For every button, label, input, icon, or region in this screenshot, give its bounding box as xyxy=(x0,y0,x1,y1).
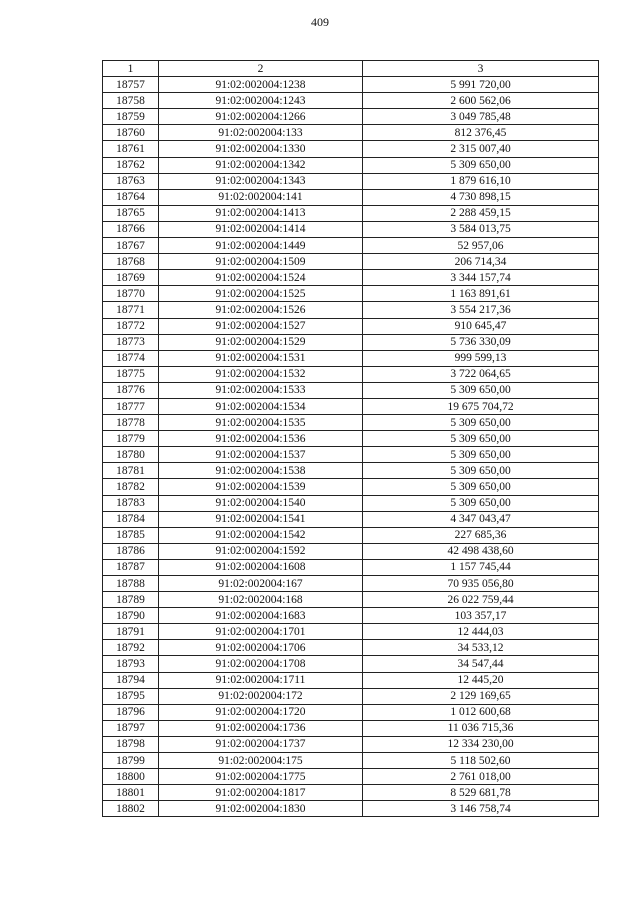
table-row xyxy=(103,141,599,157)
cadastral-number-cell: 91:02:002004:167 xyxy=(159,576,363,592)
cadastral-number-cell: 91:02:002004:1538 xyxy=(159,463,363,479)
row-number-cell: 18795 xyxy=(103,688,159,704)
cadastral-number-cell: 91:02:002004:1542 xyxy=(159,527,363,543)
cadastral-value-cell: 4 347 043,47 xyxy=(363,511,599,527)
row-number-cell: 18792 xyxy=(103,640,159,656)
cadastral-value-table xyxy=(102,60,599,817)
table-row xyxy=(103,736,599,752)
row-number-cell: 18758 xyxy=(103,93,159,109)
cadastral-value-cell: 2 600 562,06 xyxy=(363,93,599,109)
row-number-cell: 18757 xyxy=(103,77,159,93)
cadastral-number-cell: 91:02:002004:133 xyxy=(159,125,363,141)
table-row xyxy=(103,205,599,221)
cadastral-number-cell: 91:02:002004:1449 xyxy=(159,238,363,254)
table-row xyxy=(103,576,599,592)
table-row xyxy=(103,93,599,109)
table-row xyxy=(103,270,599,286)
table-row xyxy=(103,77,599,93)
cadastral-value-cell: 2 315 007,40 xyxy=(363,141,599,157)
table-row xyxy=(103,238,599,254)
table-row xyxy=(103,688,599,704)
row-number-cell: 18787 xyxy=(103,559,159,575)
page-number: 409 xyxy=(311,15,329,29)
cadastral-number-cell: 91:02:002004:1536 xyxy=(159,431,363,447)
cadastral-value-cell: 12 445,20 xyxy=(363,672,599,688)
cadastral-value-cell: 227 685,36 xyxy=(363,527,599,543)
cadastral-number-cell: 91:02:002004:1737 xyxy=(159,736,363,752)
row-number-cell: 18773 xyxy=(103,334,159,350)
cadastral-number-cell: 91:02:002004:141 xyxy=(159,189,363,205)
cadastral-value-cell: 52 957,06 xyxy=(363,238,599,254)
scan-mark xyxy=(310,884,330,886)
cadastral-value-cell: 812 376,45 xyxy=(363,125,599,141)
cadastral-number-cell: 91:02:002004:1701 xyxy=(159,624,363,640)
row-number-cell: 18782 xyxy=(103,479,159,495)
cadastral-number-cell: 91:02:002004:1525 xyxy=(159,286,363,302)
table-row xyxy=(103,720,599,736)
table-row xyxy=(103,125,599,141)
table-row xyxy=(103,318,599,334)
cadastral-value-cell: 910 645,47 xyxy=(363,318,599,334)
table-row xyxy=(103,109,599,125)
row-number-cell: 18759 xyxy=(103,109,159,125)
row-number-cell: 18791 xyxy=(103,624,159,640)
table-row xyxy=(103,366,599,382)
cadastral-number-cell: 91:02:002004:1342 xyxy=(159,157,363,173)
table-row xyxy=(103,334,599,350)
row-number-cell: 18784 xyxy=(103,511,159,527)
cadastral-value-cell: 5 309 650,00 xyxy=(363,463,599,479)
row-number-cell: 18796 xyxy=(103,704,159,720)
cadastral-number-cell: 91:02:002004:1533 xyxy=(159,382,363,398)
cadastral-value-cell: 5 736 330,09 xyxy=(363,334,599,350)
row-number-cell: 18783 xyxy=(103,495,159,511)
row-number-cell: 18785 xyxy=(103,527,159,543)
cadastral-value-cell: 2 129 169,65 xyxy=(363,688,599,704)
cadastral-number-cell: 91:02:002004:1720 xyxy=(159,704,363,720)
row-number-cell: 18786 xyxy=(103,543,159,559)
cadastral-value-cell: 70 935 056,80 xyxy=(363,576,599,592)
cadastral-number-cell: 91:02:002004:1592 xyxy=(159,543,363,559)
row-number-cell: 18772 xyxy=(103,318,159,334)
cadastral-number-cell: 91:02:002004:1775 xyxy=(159,769,363,785)
row-number-cell: 18798 xyxy=(103,736,159,752)
cadastral-number-cell: 91:02:002004:1539 xyxy=(159,479,363,495)
table-row xyxy=(103,769,599,785)
cadastral-value-cell: 999 599,13 xyxy=(363,350,599,366)
table-row xyxy=(103,608,599,624)
row-number-cell: 18788 xyxy=(103,576,159,592)
cadastral-value-cell: 1 163 891,61 xyxy=(363,286,599,302)
cadastral-value-cell: 3 049 785,48 xyxy=(363,109,599,125)
row-number-cell: 18765 xyxy=(103,205,159,221)
cadastral-value-cell: 5 309 650,00 xyxy=(363,157,599,173)
table-row xyxy=(103,415,599,431)
cadastral-value-cell: 103 357,17 xyxy=(363,608,599,624)
table-header-row xyxy=(103,61,599,77)
cadastral-number-cell: 91:02:002004:1243 xyxy=(159,93,363,109)
row-number-cell: 18767 xyxy=(103,238,159,254)
row-number-cell: 18760 xyxy=(103,125,159,141)
cadastral-value-cell: 5 309 650,00 xyxy=(363,415,599,431)
cadastral-number-cell: 91:02:002004:1529 xyxy=(159,334,363,350)
column-header-3: 3 xyxy=(363,61,599,77)
cadastral-number-cell: 91:02:002004:1706 xyxy=(159,640,363,656)
table-row xyxy=(103,157,599,173)
row-number-cell: 18779 xyxy=(103,431,159,447)
cadastral-value-cell: 3 554 217,36 xyxy=(363,302,599,318)
table-row xyxy=(103,350,599,366)
cadastral-number-cell: 91:02:002004:1711 xyxy=(159,672,363,688)
cadastral-value-cell: 11 036 715,36 xyxy=(363,720,599,736)
cadastral-number-cell: 91:02:002004:1330 xyxy=(159,141,363,157)
cadastral-number-cell: 91:02:002004:1238 xyxy=(159,77,363,93)
cadastral-number-cell: 91:02:002004:1524 xyxy=(159,270,363,286)
cadastral-value-cell: 1 157 745,44 xyxy=(363,559,599,575)
table-row xyxy=(103,463,599,479)
cadastral-number-cell: 91:02:002004:1541 xyxy=(159,511,363,527)
cadastral-number-cell: 91:02:002004:1266 xyxy=(159,109,363,125)
cadastral-value-cell: 12 334 230,00 xyxy=(363,736,599,752)
cadastral-value-cell: 206 714,34 xyxy=(363,254,599,270)
cadastral-value-cell: 5 309 650,00 xyxy=(363,495,599,511)
row-number-cell: 18774 xyxy=(103,350,159,366)
table-row xyxy=(103,398,599,414)
row-number-cell: 18766 xyxy=(103,221,159,237)
table-row xyxy=(103,431,599,447)
table-row xyxy=(103,302,599,318)
table-row xyxy=(103,254,599,270)
cadastral-number-cell: 91:02:002004:1532 xyxy=(159,366,363,382)
table-row xyxy=(103,286,599,302)
cadastral-number-cell: 91:02:002004:1531 xyxy=(159,350,363,366)
row-number-cell: 18800 xyxy=(103,769,159,785)
cadastral-number-cell: 91:02:002004:1526 xyxy=(159,302,363,318)
table-row xyxy=(103,382,599,398)
table-row xyxy=(103,527,599,543)
cadastral-value-cell: 1 012 600,68 xyxy=(363,704,599,720)
cadastral-number-cell: 91:02:002004:1540 xyxy=(159,495,363,511)
cadastral-value-cell: 3 584 013,75 xyxy=(363,221,599,237)
table-row xyxy=(103,624,599,640)
cadastral-number-cell: 91:02:002004:168 xyxy=(159,592,363,608)
table-row xyxy=(103,543,599,559)
column-header-2: 2 xyxy=(159,61,363,77)
table-row xyxy=(103,511,599,527)
cadastral-number-cell: 91:02:002004:1343 xyxy=(159,173,363,189)
table-row xyxy=(103,189,599,205)
table-row xyxy=(103,447,599,463)
cadastral-number-cell: 91:02:002004:172 xyxy=(159,688,363,704)
cadastral-number-cell: 91:02:002004:1413 xyxy=(159,205,363,221)
column-header-1: 1 xyxy=(103,61,159,77)
row-number-cell: 18801 xyxy=(103,785,159,801)
cadastral-number-cell: 91:02:002004:1414 xyxy=(159,221,363,237)
table-row xyxy=(103,640,599,656)
row-number-cell: 18780 xyxy=(103,447,159,463)
cadastral-value-cell: 2 288 459,15 xyxy=(363,205,599,221)
row-number-cell: 18794 xyxy=(103,672,159,688)
cadastral-number-cell: 91:02:002004:175 xyxy=(159,753,363,769)
table-body xyxy=(103,77,599,817)
table-row xyxy=(103,495,599,511)
cadastral-number-cell: 91:02:002004:1527 xyxy=(159,318,363,334)
row-number-cell: 18799 xyxy=(103,753,159,769)
cadastral-value-cell: 34 533,12 xyxy=(363,640,599,656)
cadastral-value-cell: 34 547,44 xyxy=(363,656,599,672)
cadastral-number-cell: 91:02:002004:1509 xyxy=(159,254,363,270)
cadastral-value-cell: 5 309 650,00 xyxy=(363,479,599,495)
cadastral-value-cell: 5 991 720,00 xyxy=(363,77,599,93)
row-number-cell: 18789 xyxy=(103,592,159,608)
row-number-cell: 18781 xyxy=(103,463,159,479)
cadastral-value-cell: 5 309 650,00 xyxy=(363,447,599,463)
cadastral-value-cell: 42 498 438,60 xyxy=(363,543,599,559)
cadastral-value-cell: 5 309 650,00 xyxy=(363,382,599,398)
row-number-cell: 18770 xyxy=(103,286,159,302)
row-number-cell: 18778 xyxy=(103,415,159,431)
table-row xyxy=(103,559,599,575)
cadastral-value-cell: 1 879 616,10 xyxy=(363,173,599,189)
row-number-cell: 18775 xyxy=(103,366,159,382)
cadastral-value-cell: 19 675 704,72 xyxy=(363,398,599,414)
table-row xyxy=(103,672,599,688)
table-row xyxy=(103,479,599,495)
row-number-cell: 18769 xyxy=(103,270,159,286)
cadastral-value-cell: 4 730 898,15 xyxy=(363,189,599,205)
table-row xyxy=(103,656,599,672)
row-number-cell: 18761 xyxy=(103,141,159,157)
table-row xyxy=(103,592,599,608)
cadastral-value-cell: 26 022 759,44 xyxy=(363,592,599,608)
table-row xyxy=(103,801,599,817)
row-number-cell: 18776 xyxy=(103,382,159,398)
table-row xyxy=(103,221,599,237)
table-row xyxy=(103,704,599,720)
cadastral-number-cell: 91:02:002004:1608 xyxy=(159,559,363,575)
cadastral-number-cell: 91:02:002004:1736 xyxy=(159,720,363,736)
row-number-cell: 18802 xyxy=(103,801,159,817)
cadastral-number-cell: 91:02:002004:1830 xyxy=(159,801,363,817)
cadastral-value-cell: 2 761 018,00 xyxy=(363,769,599,785)
cadastral-number-cell: 91:02:002004:1708 xyxy=(159,656,363,672)
table-row xyxy=(103,785,599,801)
cadastral-number-cell: 91:02:002004:1535 xyxy=(159,415,363,431)
row-number-cell: 18793 xyxy=(103,656,159,672)
cadastral-number-cell: 91:02:002004:1534 xyxy=(159,398,363,414)
table-row xyxy=(103,753,599,769)
row-number-cell: 18790 xyxy=(103,608,159,624)
row-number-cell: 18763 xyxy=(103,173,159,189)
table-row xyxy=(103,173,599,189)
cadastral-value-cell: 3 146 758,74 xyxy=(363,801,599,817)
cadastral-number-cell: 91:02:002004:1683 xyxy=(159,608,363,624)
row-number-cell: 18771 xyxy=(103,302,159,318)
row-number-cell: 18797 xyxy=(103,720,159,736)
cadastral-value-cell: 12 444,03 xyxy=(363,624,599,640)
cadastral-value-cell: 3 344 157,74 xyxy=(363,270,599,286)
cadastral-value-cell: 8 529 681,78 xyxy=(363,785,599,801)
cadastral-number-cell: 91:02:002004:1537 xyxy=(159,447,363,463)
cadastral-value-cell: 5 118 502,60 xyxy=(363,753,599,769)
cadastral-number-cell: 91:02:002004:1817 xyxy=(159,785,363,801)
row-number-cell: 18762 xyxy=(103,157,159,173)
cadastral-value-cell: 5 309 650,00 xyxy=(363,431,599,447)
row-number-cell: 18768 xyxy=(103,254,159,270)
row-number-cell: 18764 xyxy=(103,189,159,205)
row-number-cell: 18777 xyxy=(103,398,159,414)
cadastral-value-cell: 3 722 064,65 xyxy=(363,366,599,382)
